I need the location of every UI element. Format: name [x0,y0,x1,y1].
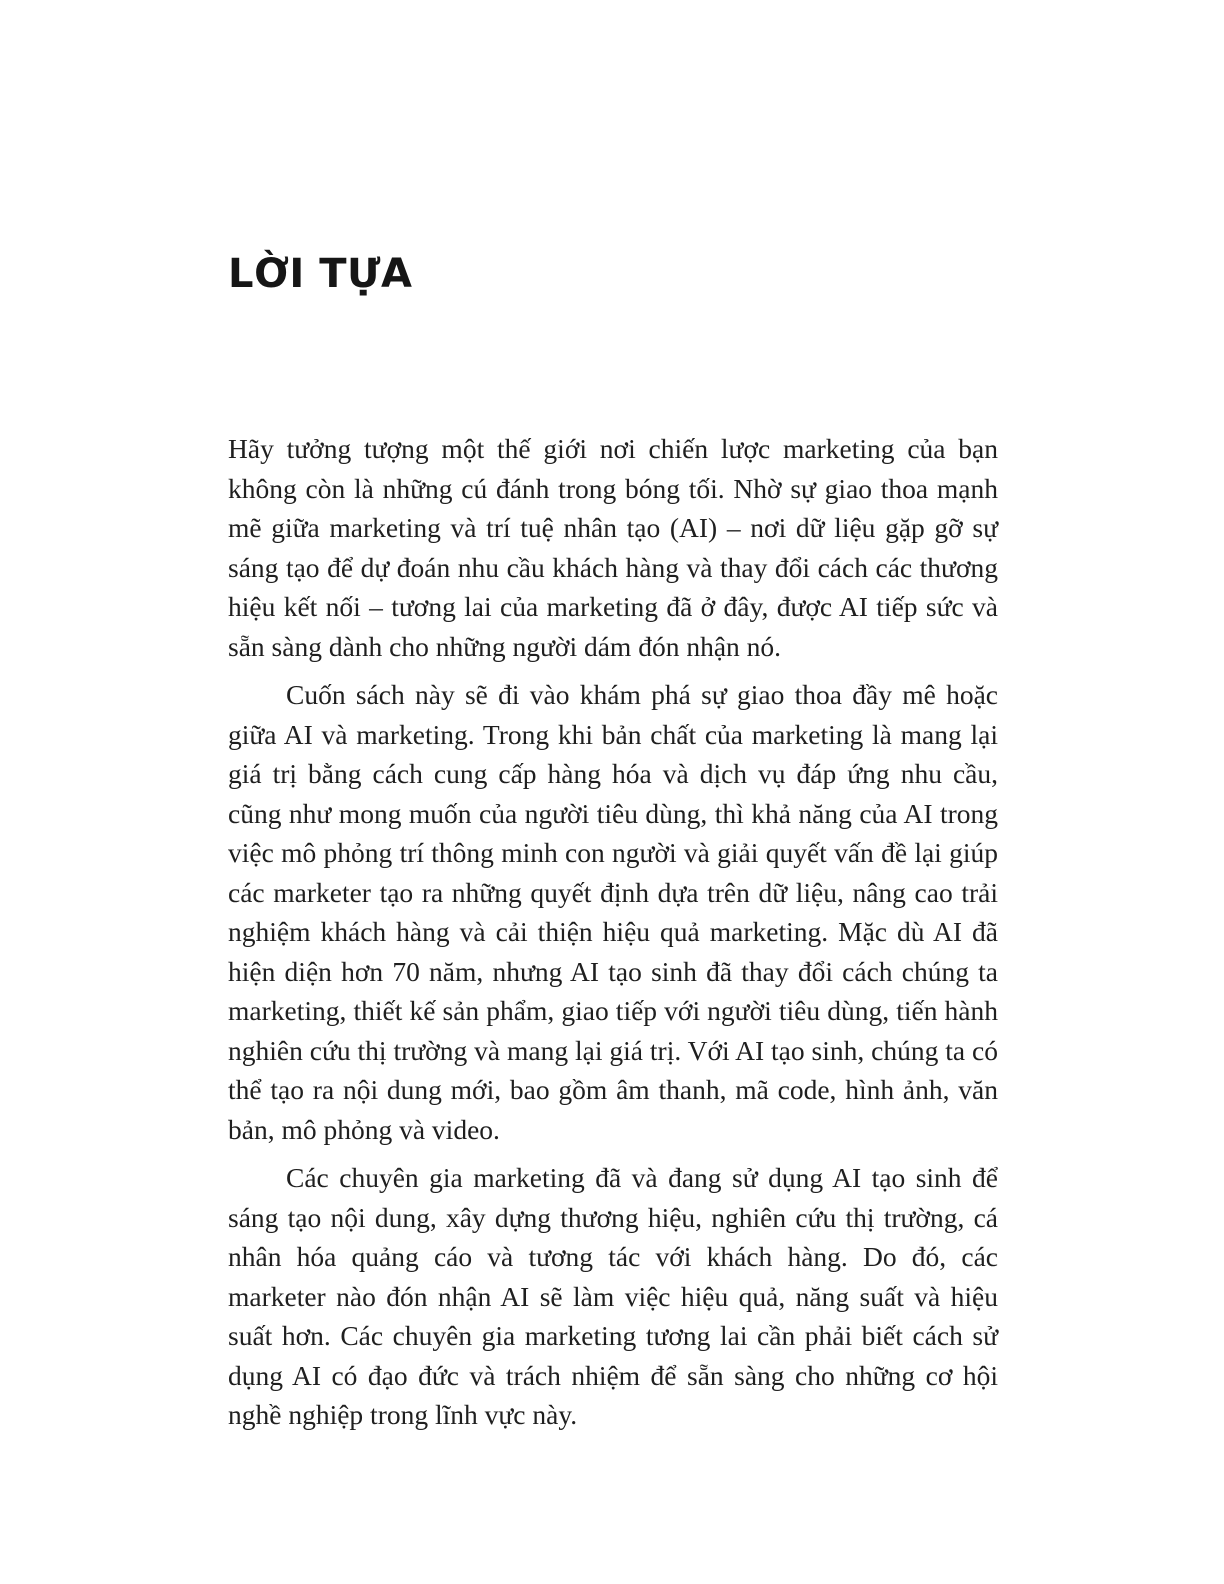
paragraph-1: Hãy tưởng tượng một thế giới nơi chiến lược marketing của bạn không còn là những cú đánh trong bóng tối. Nhờ sự giao thoa mạnh mẽ giữa marketing và trí tuệ nhân tạo (AI) – nơi dữ liệu gặp gỡ sự sáng tạo để dự đoán nhu cầu khách hàng và thay đổi cách các thương hiệu kết nối – tương lai của marketing đã ở đây, được AI tiếp sức và sẵn sàng dành cho những người dám đón nhận nó. [228,433,998,662]
chapter-body [228,429,998,1444]
chapter-title: LỜI TỰA [228,251,413,297]
paragraph-3: Các chuyên gia marketing đã và đang sử dụng AI tạo sinh để sáng tạo nội dung, xây dựng thương hiệu, nghiên cứu thị trường, cá nhân hóa quảng cáo và tương tác với khách hàng. Do đó, các marketer nào đón nhận AI sẽ làm việc hiệu quả, năng suất và hiệu suất hơn. Các chuyên gia marketing tương lai cần phải biết cách sử dụng AI có đạo đức và trách nhiệm để sẵn sàng cho những cơ hội nghề nghiệp trong lĩnh vực này. [228,1162,998,1430]
paragraph-2: Cuốn sách này sẽ đi vào khám phá sự giao thoa đầy mê hoặc giữa AI và marketing. Trong khi bản chất của marketing là mang lại giá trị bằng cách cung cấp hàng hóa và dịch vụ đáp ứng nhu cầu, cũng như mong muốn của người tiêu dùng, thì khả năng của AI trong việc mô phỏng trí thông minh con người và giải quyết vấn đề lại giúp các marketer tạo ra những quyết định dựa trên dữ liệu, nâng cao trải nghiệm khách hàng và cải thiện hiệu quả marketing. Mặc dù AI đã hiện diện hơn 70 năm, nhưng AI tạo sinh đã thay đổi cách chúng ta marketing, thiết kế sản phẩm, giao tiếp với người tiêu dùng, tiến hành nghiên cứu thị trường và mang lại giá trị. Với AI tạo sinh, chúng ta có thể tạo ra nội dung mới, bao gồm âm thanh, mã code, hình ảnh, văn bản, mô phỏng và video. [228,679,998,1145]
